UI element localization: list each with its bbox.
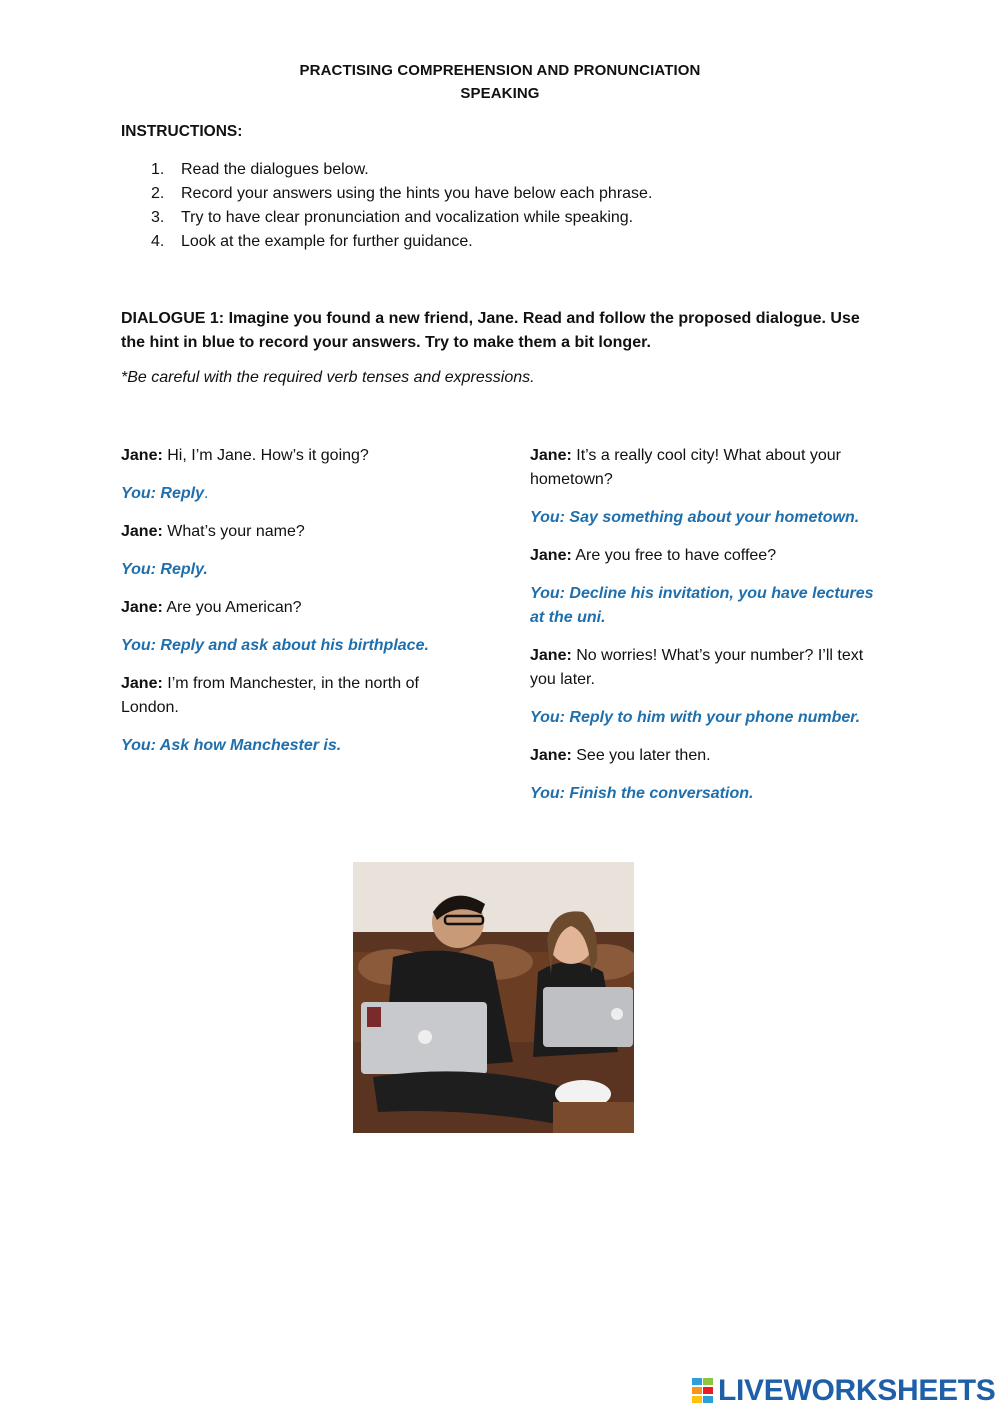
dialogue-hint: You: Reply. [121,485,209,502]
dialogue-hint: You: Reply to him with your phone number. [530,709,861,726]
dialogue-hint: You: Finish the conversation. [530,785,754,802]
liveworksheets-logo-icon [692,1378,714,1404]
dialogue-hint: You: Reply. [121,561,208,578]
instruction-item: 3. Try to have clear pronunciation and vocalization while speaking. [151,209,634,226]
dialogue-line: Jane: What’s your name? [121,523,305,540]
dialogue-hint: You: Ask how Manchester is. [121,737,342,754]
instructions-list [121,158,652,254]
dialogue-heading: DIALOGUE 1: Imagine you found a new friend, Jane. Read and follow the proposed dialogue. Use the hint in blue to record your answers. Try to make them a bit longer. [121,310,860,351]
students-illustration [353,862,634,1133]
dialogue-line: Jane: Are you American? [121,599,302,616]
dialogue-line: Jane: See you later then. [530,747,711,764]
dialogue-line: Jane: Are you free to have coffee? [530,547,777,564]
instructions-heading: INSTRUCTIONS: [121,123,243,140]
dialogue-note: *Be careful with the required verb tenses and expressions. [121,369,535,386]
instruction-item: 4. Look at the example for further guidance. [151,233,473,250]
dialogue-line: Jane: No worries! What’s your number? I’ll text you later. [530,647,864,688]
dialogue-hint: You: Decline his invitation, you have lectures at the uni. [530,585,874,626]
dialogue-line: Jane: It’s a really cool city! What about your hometown? [530,447,841,488]
page-subtitle: SPEAKING [460,85,540,102]
instruction-item: 1. Read the dialogues below. [151,161,369,178]
page-title: PRACTISING COMPREHENSION AND PRONUNCIATION [299,62,701,79]
dialogue-line: Jane: I’m from Manchester, in the north of London. [121,675,419,716]
liveworksheets-brand [692,1373,996,1409]
instruction-item: 2. Record your answers using the hints you have below each phrase. [151,185,653,202]
dialogue-left-column [121,444,471,772]
students-photo [353,862,634,1133]
dialogue-right-column [530,444,880,820]
brand-name: LIVEWORKSHEETS [718,1374,996,1407]
dialogue-hint: You: Say something about your hometown. [530,509,860,526]
dialogue-hint: You: Reply and ask about his birthplace. [121,637,429,654]
dialogue-line: Jane: Hi, I’m Jane. How’s it going? [121,447,369,464]
